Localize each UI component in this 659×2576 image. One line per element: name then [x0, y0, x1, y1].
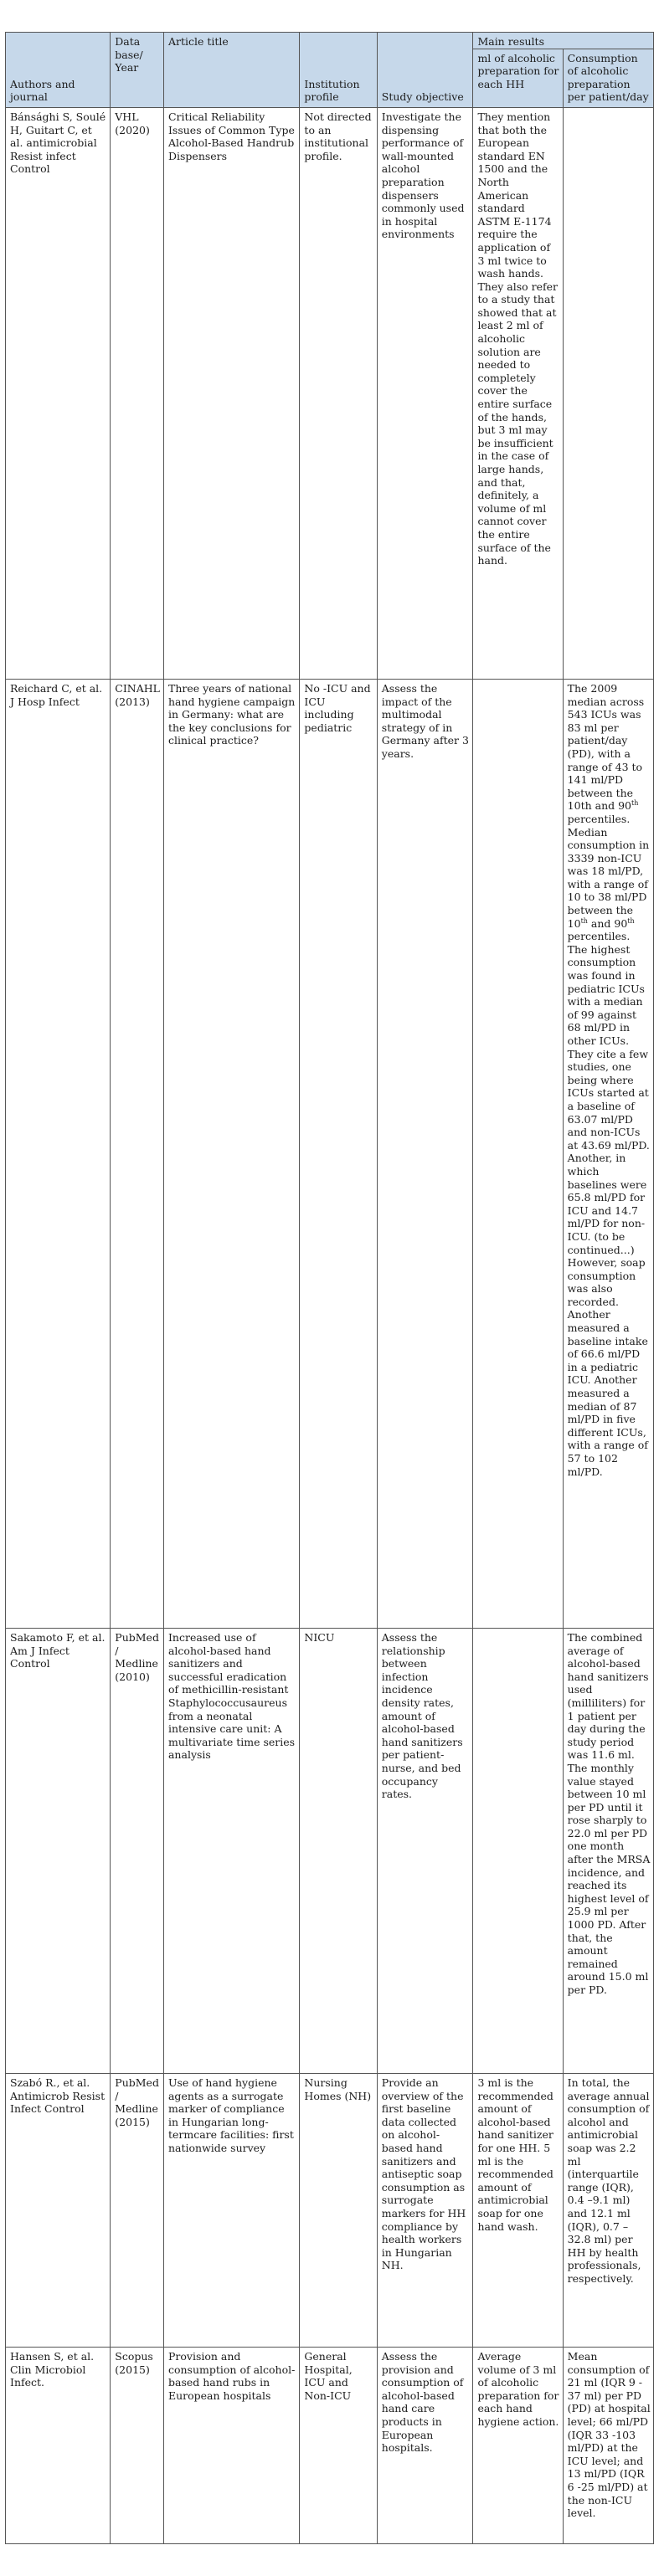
- cell-authors: Reichard C, et al. J Hosp Infect: [6, 679, 111, 1628]
- table-row: [6, 2347, 654, 2543]
- table-row: [6, 107, 654, 679]
- cell-consumption: [563, 679, 653, 1628]
- header-authors: [6, 33, 111, 108]
- cell-institution: Not directed to an institutional profile.: [300, 107, 377, 679]
- cell-institution: General Hospital, ICU and Non-ICU: [300, 2347, 377, 2543]
- cell-ml-per-hh: 3 ml is the recommended amount of alcohol-based hand sanitizer for one HH. 5 ml is the recommended amount of antimicrobial soap for one hand wash.: [473, 2073, 563, 2347]
- cell-authors: Bánsághi S, Soulé H, Guitart C, et al. antimicrobial Resist infect Control: [6, 107, 111, 679]
- cell-database: VHL (2020): [111, 107, 164, 679]
- header-ml-per-hh-label: ml of alcoholic preparation for each HH: [477, 51, 559, 90]
- cell-institution: NICU: [300, 1628, 377, 2073]
- cell-database: PubMed / Medline (2015): [111, 2073, 164, 2347]
- cell-objective: Investigate the dispensing performance of wall-mounted alcohol preparation dispensers commonly used in hospital environments: [377, 107, 473, 679]
- cell-authors: Sakamoto F, et al. Am J Infect Control: [6, 1628, 111, 2073]
- ordinal-suffix: th: [580, 916, 588, 925]
- table-row: [6, 2073, 654, 2347]
- cell-ml-per-hh: They mention that both the European standard EN 1500 and the North American standard ASTM E-1174 require the application of 3 ml twice to wash hands. They also refer to a study that showed that at least 2 ml of alcoholic solution are needed to completely cover the entire surface of the hands, but 3 ml may be insufficient in the case of large hands, and that, definitely, a volume of ml cannot cover the entire surface of the hand.: [473, 107, 563, 679]
- consumption-text-part: percentiles. The highest consumption was found in pediatric ICUs with a median of 99 against 68 ml/PD in other ICUs. They cite a few studies, one being where ICUs started at a baseline of 63.07 ml/PD and non-ICUs at 43.69 ml/PD. Another, in which baselines were 65.8 ml/PD for ICU and 14.7 ml/PD for non-ICU. (to be continued...) However, soap consumption was also recorded. Another measured a baseline intake of 66.6 ml/PD in a pediatric ICU. Another measured a median of 87 ml/PD in five different ICUs, with a range of 57 to 102 ml/PD.: [567, 930, 650, 1478]
- header-authors-label: Authors and journal: [10, 77, 75, 104]
- literature-review-table: [5, 32, 654, 2544]
- consumption-text-part: percentiles. Median consumption in 3339 non-ICU was 18 ml/PD, with a range of 10 to 38 ml/PD between the 10: [567, 812, 650, 930]
- cell-consumption: In total, the average annual consumption of alcohol and antimicrobial soap was 2.2 ml (interquartile range (IQR), 0.4 –9.1 ml) and 12.1 ml (IQR), 0.7 – 32.8 ml) per HH by health professionals, respectively.: [563, 2073, 653, 2347]
- cell-title: Critical Reliability Issues of Common Type Alcohol-Based Handrub Dispensers: [163, 107, 299, 679]
- cell-objective: Assess the impact of the multimodal strategy of in Germany after 3 years.: [377, 679, 473, 1628]
- cell-institution: No -ICU and ICU including pediatric: [300, 679, 377, 1628]
- table-header: [6, 33, 654, 108]
- header-consumption: [563, 49, 653, 107]
- header-database-line2: Year: [115, 61, 139, 74]
- header-institution: [300, 33, 377, 108]
- cell-authors: Szabó R., et al. Antimicrob Resist Infect Control: [6, 2073, 111, 2347]
- cell-consumption: The combined average of alcohol-based hand sanitizers used (milliliters) for 1 patient per day during the study period was 11.6 ml. The monthly value stayed between 10 ml per PD until it rose sharply to 22.0 ml per PD one month after the MRSA incidence, and reached its highest level of 25.9 ml per 1000 PD. After that, the amount remained around 15.0 ml per PD.: [563, 1628, 653, 2073]
- cell-title: Use of hand hygiene agents as a surrogate marker of compliance in Hungarian long-termcare facilities: first nationwide survey: [163, 2073, 299, 2347]
- cell-consumption: Mean consumption of 21 ml (IQR 9 - 37 ml) per PD (PD) at hospital level; 66 ml/PD (IQR 33 -103 ml/PD) at the ICU level; and 13 ml/PD (IQR 6 -25 ml/PD) at the non-ICU level.: [563, 2347, 653, 2543]
- header-institution-label: Institution profile: [304, 77, 360, 104]
- cell-objective: Assess the relationship between infection incidence density rates, amount of alcohol-based hand sanitizers per patient-nurse, and bed occupancy rates.: [377, 1628, 473, 2073]
- header-title: [163, 33, 299, 108]
- header-main-results: [473, 33, 654, 49]
- cell-title: Provision and consumption of alcohol-based hand rubs in European hospitals: [163, 2347, 299, 2543]
- table-row: [6, 679, 654, 1628]
- cell-ml-per-hh: [473, 1628, 563, 2073]
- cell-title: Three years of national hand hygiene campaign in Germany: what are the key conclusions for clinical practice?: [163, 679, 299, 1628]
- consumption-text-part: The 2009 median across 543 ICUs was 83 ml per patient/day (PD), with a range of 43 to 141 ml/PD between the 10th and 90: [567, 681, 645, 813]
- document-page: [5, 32, 654, 2544]
- cell-objective: Assess the provision and consumption of alcohol-based hand care products in European hospitals.: [377, 2347, 473, 2543]
- cell-database: CINAHL (2013): [111, 679, 164, 1628]
- header-database-line1: Data base/: [115, 35, 143, 61]
- header-objective-label: Study objective: [381, 90, 464, 104]
- header-database: [111, 33, 164, 108]
- header-consumption-label: Consumption of alcoholic preparation per patient/day: [567, 51, 649, 104]
- table-row: [6, 1628, 654, 2073]
- header-objective: [377, 33, 473, 108]
- consumption-text-part: and 90: [587, 916, 628, 930]
- cell-ml-per-hh: Average volume of 3 ml of alcoholic preparation for each hand hygiene action.: [473, 2347, 563, 2543]
- cell-consumption: [563, 107, 653, 679]
- header-title-label: Article title: [167, 35, 229, 48]
- header-main-results-label: Main results: [477, 35, 544, 48]
- cell-institution: Nursing Homes (NH): [300, 2073, 377, 2347]
- cell-objective: Provide an overview of the first baseline data collected on alcohol-based hand sanitizers and antiseptic soap consumption as surrogate markers for HH compliance by health workers in Hungarian NH.: [377, 2073, 473, 2347]
- table-body: [6, 107, 654, 2543]
- cell-ml-per-hh: [473, 679, 563, 1628]
- ordinal-suffix: th: [627, 916, 635, 925]
- cell-database: PubMed / Medline (2010): [111, 1628, 164, 2073]
- cell-database: Scopus (2015): [111, 2347, 164, 2543]
- cell-authors: Hansen S, et al. Clin Microbiol Infect.: [6, 2347, 111, 2543]
- ordinal-suffix: th: [631, 799, 639, 808]
- cell-title: Increased use of alcohol-based hand sanitizers and successful eradication of methicillin-resistant Staphylococcusaureus from a neonatal intensive care unit: A multivariate time series analysis: [163, 1628, 299, 2073]
- header-ml-per-hh: [473, 49, 563, 107]
